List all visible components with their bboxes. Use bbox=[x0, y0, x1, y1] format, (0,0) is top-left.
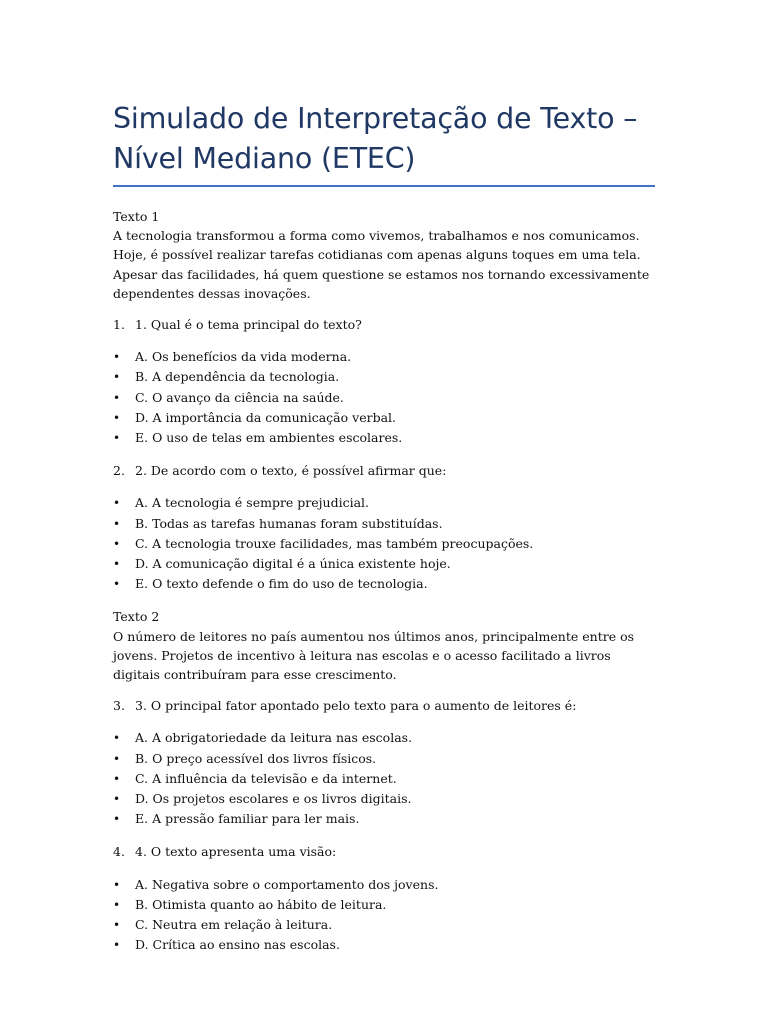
option-item bbox=[113, 347, 655, 367]
question-4 bbox=[113, 842, 655, 861]
option-item bbox=[113, 728, 655, 748]
bullet-icon: • bbox=[113, 431, 121, 446]
option-text: D. Crítica ao ensino nas escolas. bbox=[135, 937, 340, 953]
question-text: 2. De acordo com o texto, é possível afirmar que: bbox=[135, 463, 447, 479]
bullet-icon: • bbox=[113, 516, 121, 531]
question-3 bbox=[113, 696, 655, 715]
bullet-icon: • bbox=[113, 897, 121, 912]
bullet-icon: • bbox=[113, 877, 121, 892]
option-item bbox=[113, 749, 655, 769]
title-underline-rule bbox=[113, 185, 655, 187]
question-number: 2. bbox=[113, 463, 125, 479]
text-passage-body: O número de leitores no país aumentou nos últimos anos, principalmente entre os jovens. Projetos de incentivo à leitura nas escolas e o acesso facilitado a livros digitais contribuíram para esse crescimento. bbox=[113, 628, 635, 683]
question-1 bbox=[113, 315, 655, 334]
question-text: 3. O principal fator apontado pelo texto para o aumento de leitores é: bbox=[135, 698, 577, 714]
text-passage-1 bbox=[113, 207, 655, 303]
bullet-icon: • bbox=[113, 536, 121, 551]
option-text: B. Todas as tarefas humanas foram substituídas. bbox=[135, 515, 443, 531]
option-item bbox=[113, 895, 655, 915]
bullet-icon: • bbox=[113, 390, 121, 405]
question-number: 1. bbox=[113, 317, 125, 333]
bullet-icon: • bbox=[113, 918, 121, 933]
text-passage-label: Texto 2 bbox=[113, 609, 160, 625]
option-text: A. A tecnologia é sempre prejudicial. bbox=[135, 495, 370, 511]
option-text: C. A influência da televisão e da internet. bbox=[135, 770, 397, 786]
question-number: 3. bbox=[113, 698, 125, 714]
option-item bbox=[113, 534, 655, 554]
option-item bbox=[113, 769, 655, 789]
option-text: B. A dependência da tecnologia. bbox=[135, 369, 340, 385]
bullet-icon: • bbox=[113, 771, 121, 786]
title-line-1: Simulado de Interpretação de Texto – bbox=[113, 102, 638, 135]
bullet-icon: • bbox=[113, 370, 121, 385]
question-3-options bbox=[113, 728, 655, 829]
question-number: 4. bbox=[113, 844, 125, 860]
bullet-icon: • bbox=[113, 496, 121, 511]
option-text: A. Negativa sobre o comportamento dos jovens. bbox=[135, 876, 439, 892]
option-item bbox=[113, 809, 655, 829]
option-item bbox=[113, 388, 655, 408]
question-4-options bbox=[113, 875, 655, 956]
document-title bbox=[113, 96, 655, 185]
option-item bbox=[113, 493, 655, 513]
option-text: B. Otimista quanto ao hábito de leitura. bbox=[135, 896, 387, 912]
option-text: A. Os benefícios da vida moderna. bbox=[135, 349, 352, 365]
bullet-icon: • bbox=[113, 751, 121, 766]
option-item bbox=[113, 789, 655, 809]
option-text: E. O uso de telas em ambientes escolares. bbox=[135, 430, 403, 446]
option-item bbox=[113, 408, 655, 428]
bullet-icon: • bbox=[113, 557, 121, 572]
option-text: D. A comunicação digital é a única existente hoje. bbox=[135, 556, 451, 572]
title-line-2: Nível Mediano (ETEC) bbox=[113, 142, 416, 175]
option-text: A. A obrigatoriedade da leitura nas escolas. bbox=[135, 730, 413, 746]
bullet-icon: • bbox=[113, 792, 121, 807]
option-text: C. Neutra em relação à leitura. bbox=[135, 917, 333, 933]
bullet-icon: • bbox=[113, 731, 121, 746]
text-passage-2 bbox=[113, 607, 655, 684]
bullet-icon: • bbox=[113, 350, 121, 365]
option-text: E. O texto defende o fim do uso de tecnologia. bbox=[135, 576, 428, 592]
option-text: D. A importância da comunicação verbal. bbox=[135, 409, 396, 425]
text-passage-label: Texto 1 bbox=[113, 209, 160, 224]
option-item bbox=[113, 875, 655, 895]
option-item bbox=[113, 367, 655, 387]
bullet-icon: • bbox=[113, 577, 121, 592]
question-2-options bbox=[113, 493, 655, 594]
option-text: D. Os projetos escolares e os livros digitais. bbox=[135, 791, 412, 807]
question-1-options bbox=[113, 347, 655, 448]
option-text: E. A pressão familiar para ler mais. bbox=[135, 811, 360, 827]
option-item bbox=[113, 935, 655, 955]
option-text: B. O preço acessível dos livros físicos. bbox=[135, 750, 377, 766]
bullet-icon: • bbox=[113, 410, 121, 425]
question-text: 1. Qual é o tema principal do texto? bbox=[135, 317, 362, 333]
option-item bbox=[113, 428, 655, 448]
option-item bbox=[113, 915, 655, 935]
bullet-icon: • bbox=[113, 938, 121, 953]
option-text: C. O avanço da ciência na saúde. bbox=[135, 389, 344, 405]
question-2 bbox=[113, 461, 655, 480]
option-text: C. A tecnologia trouxe facilidades, mas também preocupações. bbox=[135, 535, 534, 551]
option-item bbox=[113, 514, 655, 534]
text-passage-body: A tecnologia transformou a forma como vivemos, trabalhamos e nos comunicamos. Hoje, é possível realizar tarefas cotidianas com apenas alguns toques em uma tela. Apesar das facilidades, há quem questione se estamos nos tornando excessivamente dependentes dessas inovações. bbox=[113, 228, 650, 301]
option-item bbox=[113, 554, 655, 574]
question-text: 4. O texto apresenta uma visão: bbox=[135, 844, 337, 860]
document-page bbox=[113, 96, 655, 969]
bullet-icon: • bbox=[113, 812, 121, 827]
option-item bbox=[113, 574, 655, 594]
